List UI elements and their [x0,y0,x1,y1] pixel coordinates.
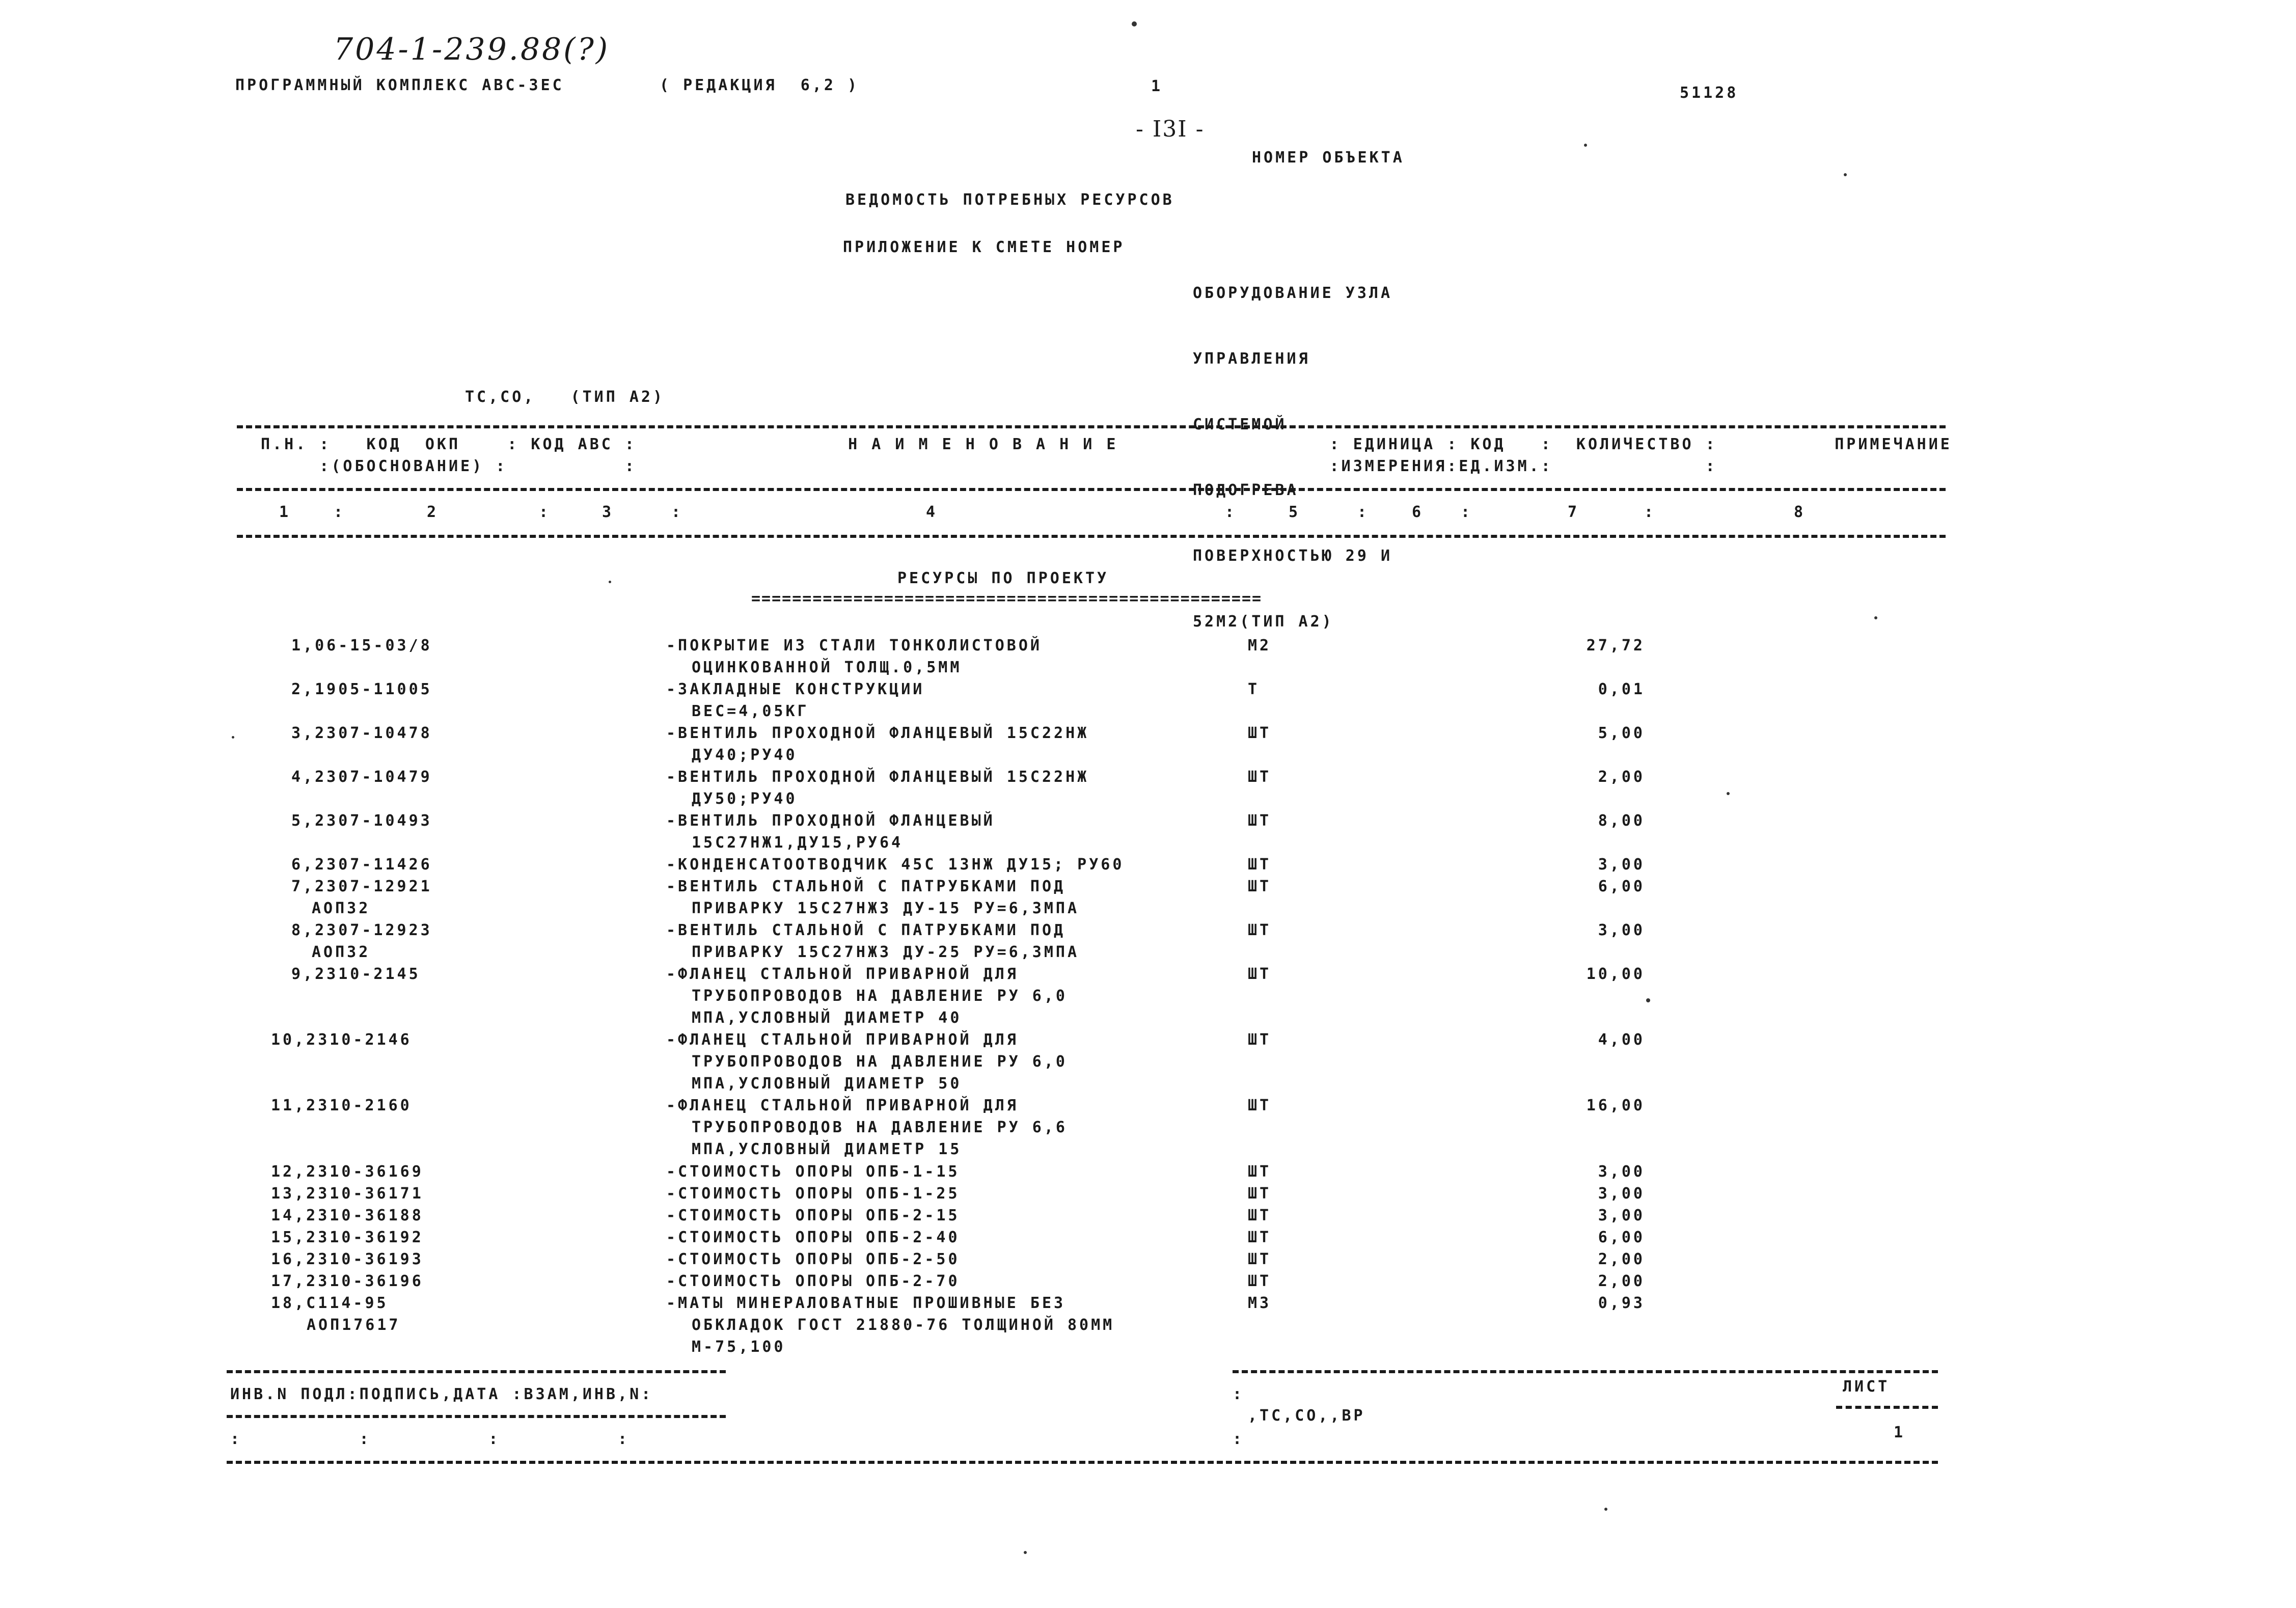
item-unit: ШТ [1248,812,1272,830]
item-code: 11,2310-2160 [271,1097,412,1114]
item-name-line: -ФЛАНЕЦ СТАЛЬНОЙ ПРИВАРНОЙ ДЛЯ [666,965,1019,983]
table-header-line-2: :(ОБОСНОВАНИЕ) : : :ИЗМЕРЕНИЯ:ЕД.ИЗМ.: : [261,457,1717,475]
item-code-secondary: АОП32 [312,943,371,961]
item-unit: ШТ [1248,1272,1272,1290]
item-name-line: ОЦИНКОВАННОЙ ТОЛЩ.0,5ММ [692,659,962,676]
column-number: 1 [279,503,291,521]
stamp-separators: : : : : [230,1430,630,1448]
item-unit: ШТ [1248,1185,1272,1203]
column-number: 3 [602,503,614,521]
item-name-line: ОБКЛАДОК ГОСТ 21880-76 ТОЛЩИНОЙ 80ММ [692,1316,1115,1334]
item-quantity: 16,00 [1586,1097,1645,1114]
item-quantity: 2,00 [1598,1272,1645,1290]
item-name-line: ТРУБОПРОВОДОВ НА ДАВЛЕНИЕ РУ 6,6 [692,1119,1068,1136]
section-underline: ================================================== [751,590,1263,608]
scan-speck [1584,144,1587,147]
appendix-line: УПРАВЛЕНИЯ [1193,350,1310,368]
item-name-line: -КОНДЕНСАТООТВОДЧИК 45С 13НЖ ДУ15; РУ60 [666,856,1125,874]
column-number: 4 [926,503,938,521]
column-number: 2 [427,503,439,521]
footer-rule-left [227,1370,726,1373]
item-code: 6,2307-11426 [291,856,432,874]
column-number: 8 [1794,503,1806,521]
item-name-line: М-75,100 [692,1338,786,1356]
item-unit: ШТ [1248,1229,1272,1246]
doc-code: ,ТС,СО,,ВР [1248,1407,1365,1425]
item-unit: М2 [1248,637,1272,655]
column-number: 6 [1412,503,1424,521]
item-code: 7,2307-12921 [291,878,432,895]
item-name-line: МПА,УСЛОВНЫЙ ДИАМЕТР 15 [692,1140,962,1158]
column-separators: : [671,503,684,521]
item-quantity: 5,00 [1598,724,1645,742]
item-unit: ШТ [1248,856,1272,874]
item-unit: ШТ [1248,1163,1272,1181]
item-quantity: 4,00 [1598,1031,1645,1049]
rule [237,488,1946,491]
item-quantity: 0,01 [1598,680,1645,698]
page-number: - I3I - [1136,116,1205,142]
table-header-line-1: П.Н. : КОД ОКП : КОД АВС : Н А И М Е Н О В А Н И Е : ЕДИНИЦА : КОД : КОЛИЧЕСТВО : ПРИМЕЧАНИЕ [261,435,1952,453]
scan-speck [1604,1508,1607,1511]
item-code: 12,2310-36169 [271,1163,424,1181]
item-unit: ШТ [1248,768,1272,786]
subtitle: ТС,СО, (ТИП А2) [465,388,665,406]
document-code: 51128 [1680,84,1739,102]
scan-speck [1132,21,1137,26]
item-name-line: -ФЛАНЕЦ СТАЛЬНОЙ ПРИВАРНОЙ ДЛЯ [666,1031,1019,1049]
item-name-line: -ВЕНТИЛЬ ПРОХОДНОЙ ФЛАНЦЕВЫЙ 15С22НЖ [666,768,1089,786]
item-code: 4,2307-10479 [291,768,432,786]
item-name-line: -ВЕНТИЛЬ ПРОХОДНОЙ ФЛАНЦЕВЫЙ [666,812,995,830]
item-code: 17,2310-36196 [271,1272,424,1290]
sheet-label: ЛИСТ [1843,1378,1890,1396]
item-name-line: -СТОИМОСТЬ ОПОРЫ ОПБ-2-50 [666,1250,960,1268]
object-number-label: НОМЕР ОБЪЕКТА [1252,149,1405,167]
item-name-line: ТРУБОПРОВОДОВ НА ДАВЛЕНИЕ РУ 6,0 [692,987,1068,1005]
item-name-line: -ФЛАНЕЦ СТАЛЬНОЙ ПРИВАРНОЙ ДЛЯ [666,1097,1019,1114]
item-name-line: МПА,УСЛОВНЫЙ ДИАМЕТР 40 [692,1009,962,1027]
item-quantity: 6,00 [1598,1229,1645,1246]
scan-speck [1646,998,1650,1002]
item-quantity: 8,00 [1598,812,1645,830]
sheet-number: 1 [1894,1424,1906,1441]
item-unit: ШТ [1248,921,1272,939]
sheet-marker: 1 [1151,77,1163,95]
column-number: 7 [1568,503,1580,521]
column-separators: : [1644,503,1656,521]
item-quantity: 27,72 [1586,637,1645,655]
item-name-line: -ЗАКЛАДНЫЕ КОНСТРУКЦИИ [666,680,925,698]
appendix-line: ОБОРУДОВАНИЕ УЗЛА [1193,284,1393,302]
item-code: 9,2310-2145 [291,965,421,983]
appendix-line: ПОВЕРХНОСТЬЮ 29 И [1193,547,1393,565]
item-quantity: 3,00 [1598,1163,1645,1181]
rule [237,535,1946,538]
column-separators: : [1357,503,1370,521]
item-code: 16,2310-36193 [271,1250,424,1268]
program-name: ПРОГРАММНЫЙ КОМПЛЕКС АВС-ЗЕС [235,76,564,94]
item-unit: ШТ [1248,965,1272,983]
scan-speck [1874,616,1877,619]
section-title: РЕСУРСЫ ПО ПРОЕКТУ [897,569,1109,587]
item-name-line: ДУ50;РУ40 [692,790,798,808]
item-unit: Т [1248,680,1260,698]
item-quantity: 3,00 [1598,921,1645,939]
item-name-line: -ПОКРЫТИЕ ИЗ СТАЛИ ТОНКОЛИСТОВОЙ [666,637,1042,655]
appendix-line: ПОДОГРЕВА [1193,481,1299,499]
item-code: 8,2307-12923 [291,921,432,939]
item-name-line: -СТОИМОСТЬ ОПОРЫ ОПБ-2-70 [666,1272,960,1290]
item-name-line: -ВЕНТИЛЬ ПРОХОДНОЙ ФЛАНЦЕВЫЙ 15С22НЖ [666,724,1089,742]
edition: ( РЕДАКЦИЯ 6,2 ) [660,76,860,94]
scan-speck [1844,173,1847,176]
item-name-line: -СТОИМОСТЬ ОПОРЫ ОПБ-1-15 [666,1163,960,1181]
item-quantity: 2,00 [1598,1250,1645,1268]
scan-speck [609,581,611,583]
item-code: 3,2307-10478 [291,724,432,742]
item-name-line: -СТОИМОСТЬ ОПОРЫ ОПБ-2-15 [666,1207,960,1224]
item-code: 15,2310-36192 [271,1229,424,1246]
column-separators: : [1225,503,1237,521]
footer-rule-right [1836,1406,1938,1409]
stamp-separators: : [1233,1430,1245,1448]
appendix-line: СИСТЕМОЙ [1193,416,1287,433]
item-unit: ШТ [1248,1031,1272,1049]
item-code: 13,2310-36171 [271,1185,424,1203]
footer-rule-right [1233,1370,1938,1373]
item-name-line: -СТОИМОСТЬ ОПОРЫ ОПБ-2-40 [666,1229,960,1246]
item-code-secondary: АОП32 [312,900,371,917]
item-name-line: -СТОИМОСТЬ ОПОРЫ ОПБ-1-25 [666,1185,960,1203]
item-code-secondary: АОП17617 [307,1316,401,1334]
footer-rule-left [227,1415,726,1418]
document-title: ВЕДОМОСТЬ ПОТРЕБНЫХ РЕСУРСОВ [845,191,1174,209]
scan-speck [1024,1551,1027,1554]
column-separators: : [539,503,551,521]
item-unit: ШТ [1248,1207,1272,1224]
item-name-line: -МАТЫ МИНЕРАЛОВАТНЫЕ ПРОШИВНЫЕ БЕЗ [666,1294,1066,1312]
column-number: 5 [1289,503,1301,521]
item-name-line: ПРИВАРКУ 15С27НЖ3 ДУ-15 РУ=6,3МПА [692,900,1080,917]
item-code: 10,2310-2146 [271,1031,412,1049]
item-name-line: 15С27НЖ1,ДУ15,РУ64 [692,834,904,852]
scan-speck [1727,792,1730,795]
item-quantity: 3,00 [1598,856,1645,874]
item-name-line: -ВЕНТИЛЬ СТАЛЬНОЙ С ПАТРУБКАМИ ПОД [666,921,1066,939]
item-name-line: ПРИВАРКУ 15С27НЖ3 ДУ-25 РУ=6,3МПА [692,943,1080,961]
item-code: 18,С114-95 [271,1294,389,1312]
item-name-line: ДУ40;РУ40 [692,746,798,764]
footer-bottom-rule [227,1461,1938,1464]
item-quantity: 0,93 [1598,1294,1645,1312]
appendix-label: ПРИЛОЖЕНИЕ К СМЕТЕ НОМЕР [843,238,1125,256]
item-name-line: МПА,УСЛОВНЫЙ ДИАМЕТР 50 [692,1075,962,1093]
rule [237,425,1946,428]
column-separators: : [334,503,346,521]
item-name-line: ВЕС=4,05КГ [692,702,809,720]
item-unit: М3 [1248,1294,1272,1312]
item-quantity: 3,00 [1598,1185,1645,1203]
stamp-separators: : [1233,1385,1245,1403]
item-quantity: 6,00 [1598,878,1645,895]
scan-speck [232,736,234,739]
item-code: 1,06-15-03/8 [291,637,432,655]
appendix-line: 52М2(ТИП А2) [1193,613,1334,631]
item-quantity: 10,00 [1586,965,1645,983]
column-separators: : [1461,503,1473,521]
item-quantity: 2,00 [1598,768,1645,786]
handwritten-reference: 704-1-239.88(?) [334,32,610,67]
item-name-line: ТРУБОПРОВОДОВ НА ДАВЛЕНИЕ РУ 6,0 [692,1053,1068,1071]
item-quantity: 3,00 [1598,1207,1645,1224]
item-unit: ШТ [1248,878,1272,895]
item-unit: ШТ [1248,1097,1272,1114]
stamp-header: ИНВ.N ПОДЛ:ПОДПИСЬ,ДАТА :ВЗАМ,ИНВ,N: [230,1385,653,1403]
item-code: 14,2310-36188 [271,1207,424,1224]
item-code: 2,1905-11005 [291,680,432,698]
item-unit: ШТ [1248,724,1272,742]
item-code: 5,2307-10493 [291,812,432,830]
item-unit: ШТ [1248,1250,1272,1268]
item-name-line: -ВЕНТИЛЬ СТАЛЬНОЙ С ПАТРУБКАМИ ПОД [666,878,1066,895]
